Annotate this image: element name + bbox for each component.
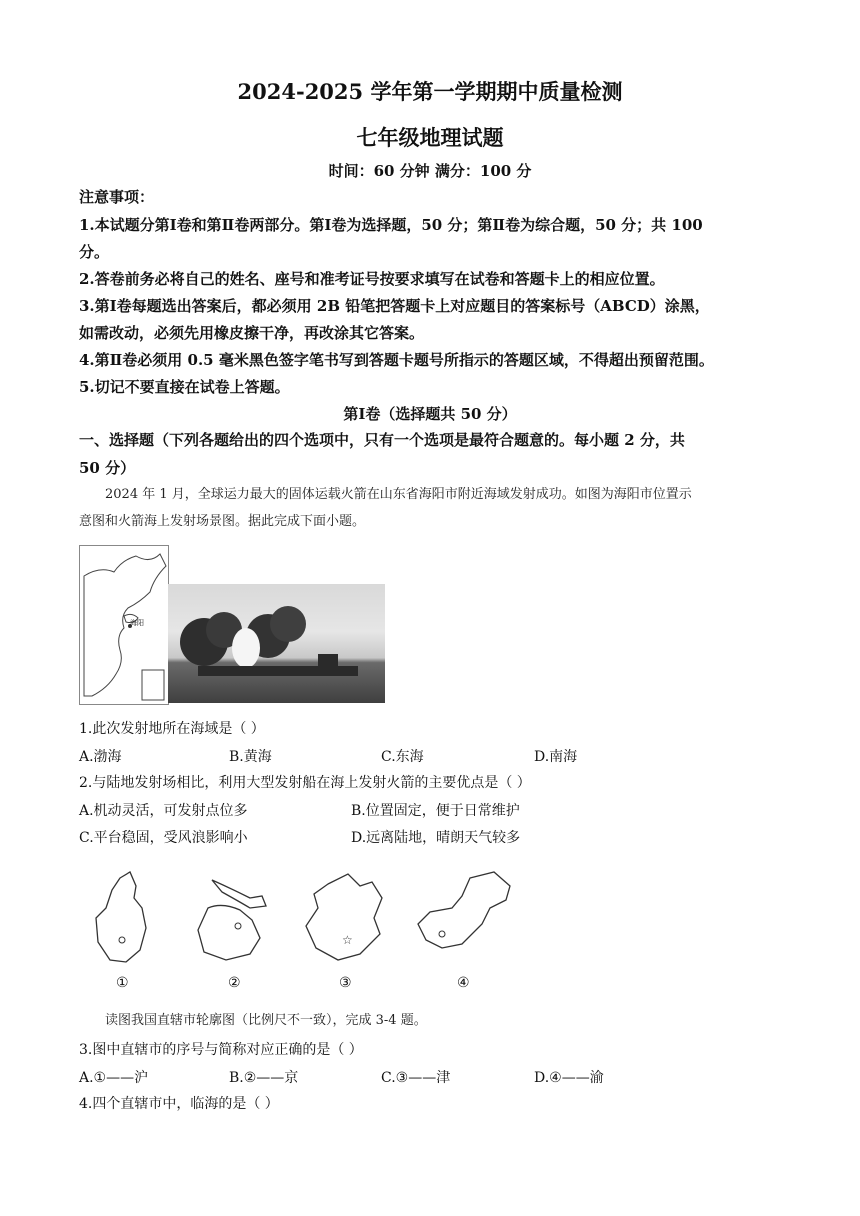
notice-item: 5.切记不要直接在试卷上答题。 <box>79 378 290 396</box>
figure-label: ③ <box>339 975 352 991</box>
launch-smoke-icon <box>168 584 385 703</box>
figure-label: ① <box>116 975 129 991</box>
option-c[interactable]: C.③——津 <box>381 1070 451 1086</box>
notice-item: 如需改动，必须先用橡皮擦干净，再改涂其它答案。 <box>79 324 425 342</box>
svg-text:☆: ☆ <box>342 933 353 947</box>
coastline-map-icon <box>80 546 168 704</box>
exam-subtitle: 七年级地理试题 <box>356 125 504 150</box>
option-b[interactable]: B.黄海 <box>229 749 272 765</box>
option-a[interactable]: A.机动灵活，可发射点位多 <box>79 803 248 819</box>
location-map <box>79 545 169 705</box>
exam-time-info: 时间：60 分钟 满分：100 分 <box>328 162 532 180</box>
section-heading: 第Ⅰ卷（选择题共 50 分） <box>343 405 517 423</box>
notice-item: 2.答卷前务必将自己的姓名、座号和准考证号按要求填写在试卷和答题卡上的相应位置。 <box>79 270 665 288</box>
figure-label: ② <box>228 975 241 991</box>
option-d[interactable]: D.远离陆地，晴朗天气较多 <box>351 830 521 846</box>
map-city-label: 海阳 <box>130 619 144 627</box>
option-d[interactable]: D.④——渝 <box>534 1070 604 1086</box>
notice-item: 分。 <box>79 243 110 261</box>
option-b[interactable]: B.位置固定，便于日常维护 <box>351 803 520 819</box>
rocket-launch-photo <box>168 584 385 703</box>
notice-item: 4.第Ⅱ卷必须用 0.5 毫米黑色签字笔书写到答题卡题号所指示的答题区域，不得超出预留范围。 <box>79 351 714 369</box>
municipality-outlines <box>90 868 530 968</box>
option-a[interactable]: A.渤海 <box>79 749 122 765</box>
section-instruction: 50 分） <box>79 459 136 477</box>
passage-text: 2024 年 1 月，全球运力最大的固体运载火箭在山东省海阳市附近海域发射成功。如图为海阳市位置示 <box>105 487 692 502</box>
section-instruction: 一、选择题（下列各题给出的四个选项中，只有一个选项是最符合题意的。每小题 2 分，共 <box>79 431 685 449</box>
option-b[interactable]: B.②——京 <box>229 1070 299 1086</box>
option-a[interactable]: A.①——沪 <box>79 1070 149 1086</box>
passage-text: 意图和火箭海上发射场景图。据此完成下面小题。 <box>79 514 366 529</box>
beijing-outline-icon <box>306 874 382 960</box>
option-c[interactable]: C.平台稳固，受风浪影响小 <box>79 830 248 846</box>
figure-caption: 读图我国直辖市轮廓图（比例尺不一致），完成 3-4 题。 <box>105 1013 427 1028</box>
figure-label: ④ <box>457 975 470 991</box>
question-stem: 4.四个直辖市中，临海的是（ ） <box>79 1096 279 1112</box>
exam-title: 2024-2025 学年第一学期期中质量检测 <box>237 79 623 104</box>
chongqing-outline-icon <box>418 872 510 948</box>
question-stem: 2.与陆地发射场相比，利用大型发射船在海上发射火箭的主要优点是（ ） <box>79 775 531 791</box>
shanghai-outline-icon <box>198 880 266 960</box>
question-stem: 3.图中直辖市的序号与简称对应正确的是（ ） <box>79 1042 363 1058</box>
option-d[interactable]: D.南海 <box>534 749 578 765</box>
notice-item: 1.本试题分第Ⅰ卷和第Ⅱ卷两部分。第Ⅰ卷为选择题，50 分；第Ⅱ卷为综合题，50 分；共 100 <box>79 216 703 234</box>
tianjin-outline-icon <box>96 872 146 962</box>
notice-heading: 注意事项： <box>79 188 155 206</box>
option-c[interactable]: C.东海 <box>381 749 424 765</box>
question-stem: 1.此次发射地所在海域是（ ） <box>79 721 265 737</box>
notice-item: 3.第Ⅰ卷每题选出答案后，都必须用 2B 铅笔把答题卡上对应题目的答案标号（ABCD）涂黑， <box>79 297 710 315</box>
